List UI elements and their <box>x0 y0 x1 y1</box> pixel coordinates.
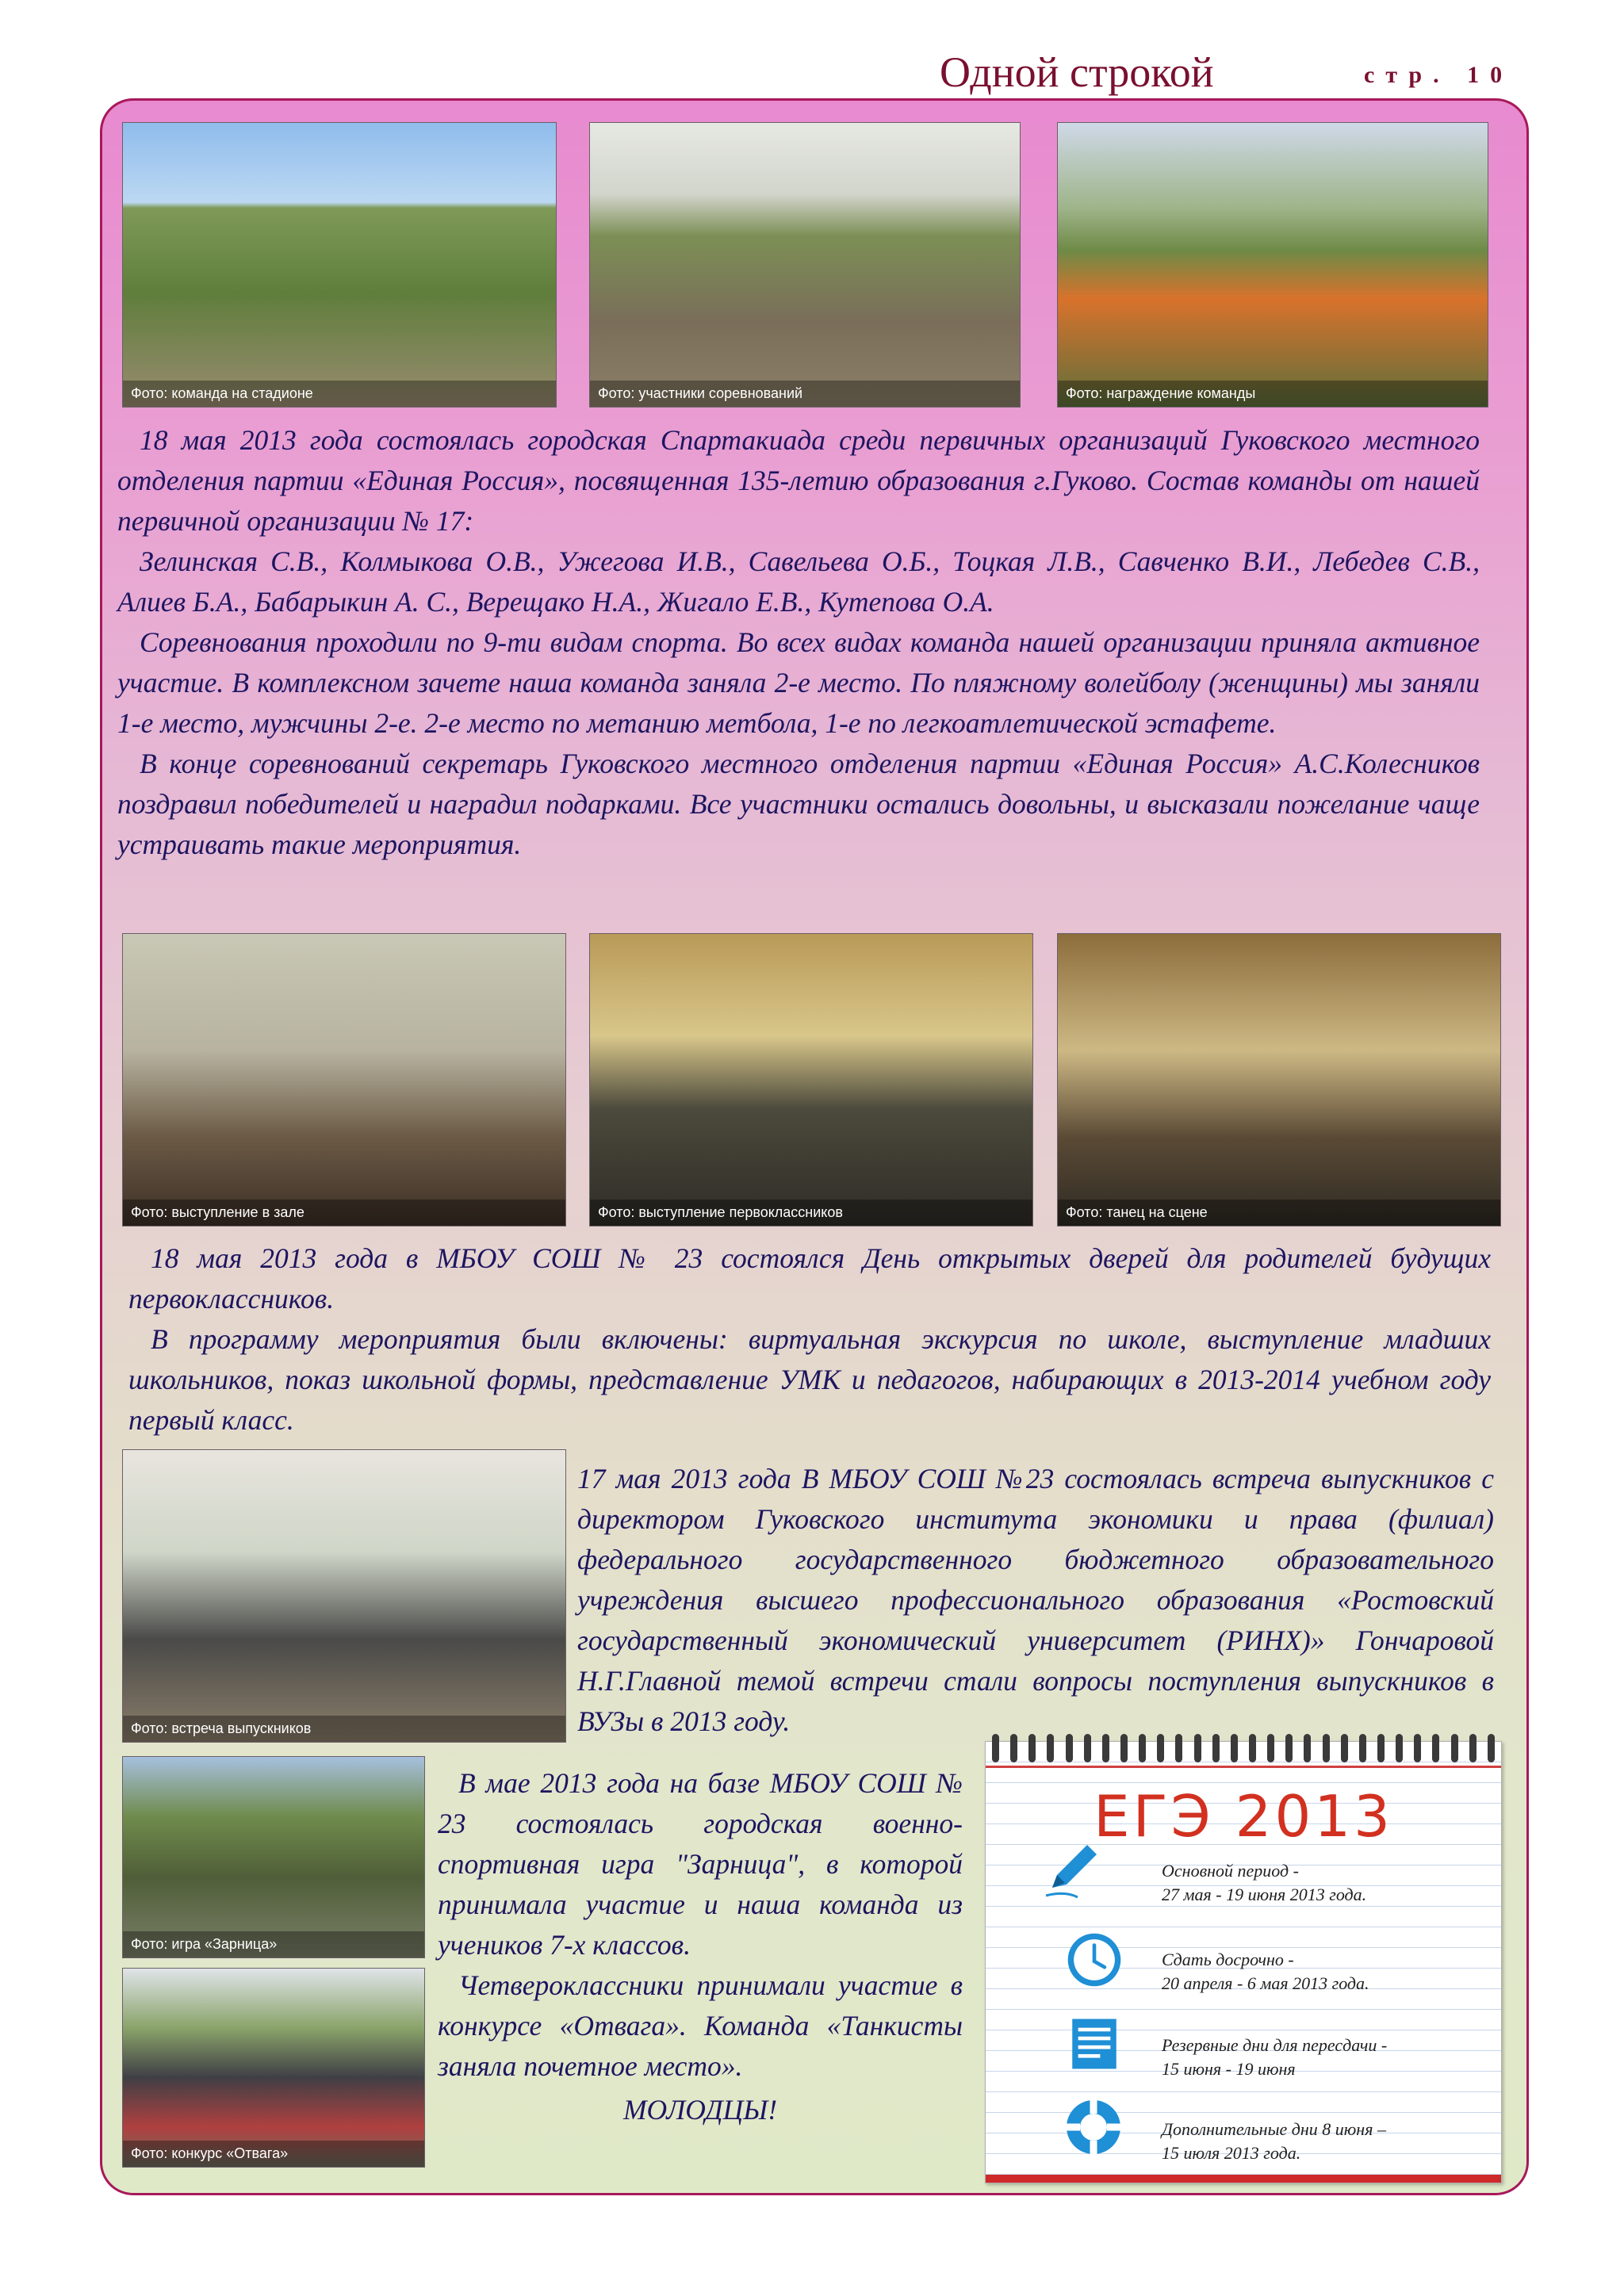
ring-icon <box>1469 1734 1477 1762</box>
article-open-day <box>128 1238 1491 1441</box>
ring-icon <box>1432 1734 1439 1762</box>
article-sport-p2: Зелинская С.В., Колмыкова О.В., Ужегова И.В., Савельева О.Б., Тоцкая Л.В., Савченко В.И., Лебедев С.В., Алиев Б.А., Бабарыкин А. С., Верещако Н.А., Жигало Е.В., Кутепова О.А. <box>117 545 1480 618</box>
photo-caption: Фото: танец на сцене <box>1058 1200 1500 1226</box>
photo-caption: Фото: награждение команды <box>1058 381 1488 407</box>
article-sport-p1: 18 мая 2013 года состоялась городская Спартакиада среди первичных организаций Гуковского местного отделения партии «Единая Россия», посвященная 135-летию образования г.Гуково. Состав команды от нашей первичной организации № 17: <box>117 424 1480 537</box>
ege-item-label: Резервные дни для пересдачи - <box>1162 2035 1388 2055</box>
ring-icon <box>1323 1734 1330 1762</box>
ring-icon <box>1157 1734 1164 1762</box>
ege-notepad <box>985 1741 1502 2183</box>
photo-caption: Фото: выступление первоклассников <box>590 1200 1032 1226</box>
photo-caption: Фото: выступление в зале <box>123 1200 565 1226</box>
article-zarnitsa <box>438 1763 963 2130</box>
ring-icon <box>1341 1734 1348 1762</box>
article-zarnitsa-p2: Четвероклассники принимали участие в конкурсе «Отвага». Команда «Танкисты заняла почетное место». <box>438 1969 963 2082</box>
article-sport-p4: В конце соревнований секретарь Гуковского местного отделения партии «Единая Россия» А.С.Колесников поздравил победителей и наградил подарками. Все участники остались довольны, и высказали пожелание чаще устраивать такие мероприятия. <box>117 748 1480 860</box>
photo-open-day-dance <box>1057 933 1501 1226</box>
photo-open-day-hall <box>122 933 566 1226</box>
photo-caption: Фото: конкурс «Отвага» <box>123 2141 424 2167</box>
ring-icon <box>1194 1734 1201 1762</box>
ring-icon <box>1212 1734 1220 1762</box>
ring-icon <box>1451 1734 1458 1762</box>
ege-item-label: Сдать досрочно - <box>1162 1950 1294 1969</box>
ring-icon <box>1359 1734 1366 1762</box>
ege-item-reserve <box>1162 2034 1487 2081</box>
photo-caption: Фото: участники соревнований <box>590 381 1020 407</box>
ring-icon <box>1488 1734 1495 1762</box>
header-section-title: Одной строкой <box>940 48 1214 96</box>
article-zarnitsa-p3: МОЛОДЦЫ! <box>622 2094 778 2126</box>
photo-open-day-stage <box>589 933 1033 1226</box>
ege-item-value: 20 апреля - 6 мая 2013 года. <box>1162 1973 1369 1993</box>
ring-icon <box>1084 1734 1091 1762</box>
ring-icon <box>1414 1734 1421 1762</box>
photo-caption: Фото: встреча выпускников <box>123 1716 565 1742</box>
article-open-day-p2: В программу мероприятия были включены: виртуальная экскурсия по школе, выступление младших школьников, показ школьной формы, представление УМК и педагогов, набирающих в 2013-2014 учебном году первый класс. <box>128 1323 1491 1436</box>
article-sport-p3: Соревнования проходили по 9-ти видам спорта. Во всех видах команда нашей организации приняла активное участие. В комплексном зачете наша команда заняла 2-е место. По пляжному волейболу (женщины) мы заняли 1-е место, мужчины 2-е. 2-е место по метанию метбола, 1-е по легкоатлетической эстафете. <box>117 626 1480 739</box>
article-zarnitsa-p1: В мае 2013 года на базе МБОУ СОШ № 23 состоялась городская военно-спортивная игра "Зарница", в которой принимала участие и наша команда из учеников 7-х классов. <box>438 1767 963 1961</box>
notepad-red-line <box>986 1766 1501 1768</box>
ring-icon <box>1028 1734 1036 1762</box>
article-open-day-p1: 18 мая 2013 года в МБОУ СОШ № 23 состоялся День открытых дверей для родителей будущих первоклассников. <box>128 1242 1491 1314</box>
photo-zarnitsa <box>122 1756 425 1958</box>
photo-sport-award <box>1057 122 1488 408</box>
ring-icon <box>1139 1734 1146 1762</box>
header-page-number: стр. 10 <box>1364 62 1514 88</box>
photo-sport-participants <box>589 122 1021 408</box>
notepad-bottom-band <box>986 2175 1501 2183</box>
photo-sport-team <box>122 122 557 408</box>
ring-icon <box>1267 1734 1274 1762</box>
ege-title: ЕГЭ 2013 <box>1094 1783 1393 1850</box>
ege-item-label: Дополнительные дни 8 июня – <box>1162 2119 1386 2139</box>
ring-icon <box>1304 1734 1311 1762</box>
ring-icon <box>1047 1734 1054 1762</box>
ring-icon <box>1102 1734 1109 1762</box>
article-meeting <box>577 1459 1494 1742</box>
photo-meeting <box>122 1449 566 1743</box>
lifebuoy-icon <box>1062 2095 1125 2159</box>
ring-icon <box>1066 1734 1073 1762</box>
notepad-rings <box>992 1734 1495 1762</box>
ege-item-value: 15 июня - 19 июня <box>1162 2059 1296 2079</box>
article-meeting-p1: 17 мая 2013 года В МБОУ СОШ №23 состоялась встреча выпускников с директором Гуковского института экономики и права (филиал) федерального государственного бюджетного образовательного учреждения высшего профессионального образования «Ростовский государственный экономический университет (РИНХ)» Гончаровой Н.Г.Главной темой встречи стали вопросы поступления выпускников в ВУЗы в 2013 году. <box>577 1463 1494 1737</box>
ring-icon <box>1010 1734 1017 1762</box>
ring-icon <box>1396 1734 1403 1762</box>
ege-item-value: 27 мая - 19 июня 2013 года. <box>1162 1885 1367 1904</box>
ring-icon <box>1231 1734 1238 1762</box>
photo-caption: Фото: игра «Зарница» <box>123 1931 424 1957</box>
ring-icon <box>1175 1734 1182 1762</box>
pen-icon <box>1041 1839 1105 1902</box>
photo-otvaga <box>122 1968 425 2168</box>
ege-item-value: 15 июля 2013 года. <box>1162 2143 1301 2163</box>
ring-icon <box>1377 1734 1385 1762</box>
article-sport <box>117 420 1480 865</box>
ring-icon <box>1285 1734 1293 1762</box>
clock-icon <box>1065 1931 1124 1989</box>
ege-item-early <box>1162 1948 1487 1996</box>
ege-item-main <box>1162 1859 1487 1907</box>
ring-icon <box>1249 1734 1256 1762</box>
ege-item-label: Основной период - <box>1162 1861 1299 1881</box>
ege-item-additional <box>1162 2118 1487 2165</box>
ring-icon <box>992 1734 999 1762</box>
document-icon <box>1065 2015 1124 2073</box>
ring-icon <box>1120 1734 1128 1762</box>
photo-caption: Фото: команда на стадионе <box>123 381 556 407</box>
